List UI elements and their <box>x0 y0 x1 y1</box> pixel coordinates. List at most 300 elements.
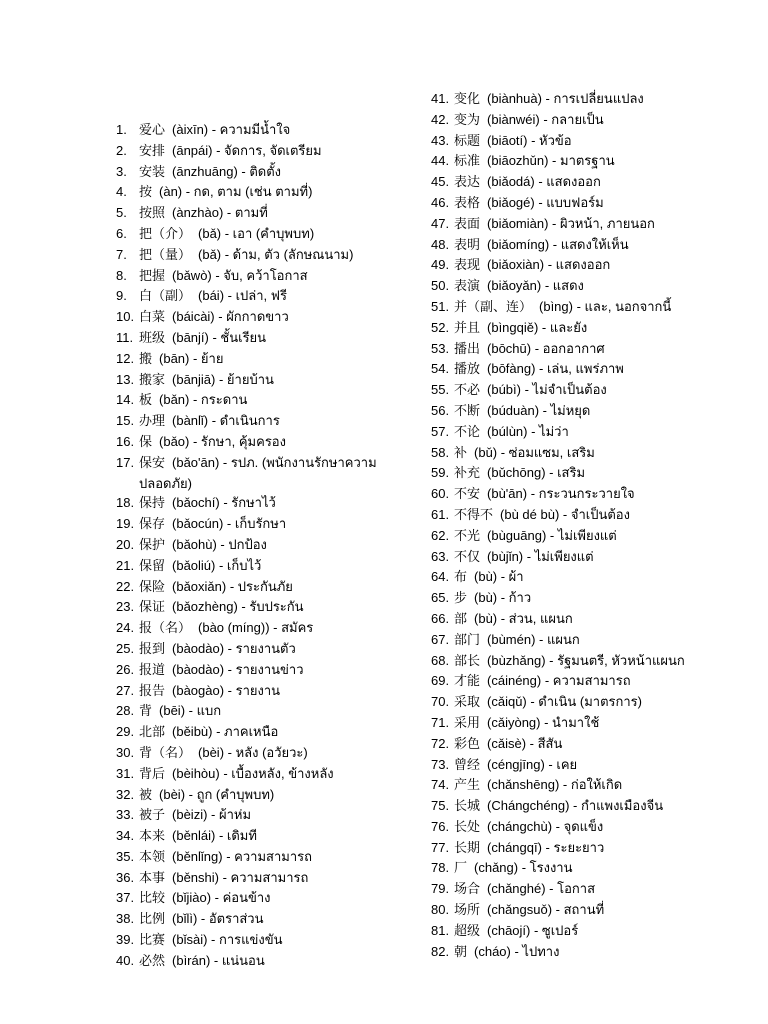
vocab-item <box>431 255 751 276</box>
item-number: 64. <box>431 569 450 585</box>
item-body <box>454 921 578 942</box>
chinese-word: 不必 <box>454 383 481 399</box>
pinyin-and-thai-meaning: (bǔ) - ซ่อมแซม, เสริม <box>474 444 595 460</box>
vocab-item <box>431 318 751 339</box>
pinyin-and-thai-meaning: (bù'ān) - กระวนกระวายใจ <box>487 486 635 502</box>
vocab-item <box>431 172 751 193</box>
pinyin-and-thai-meaning: (bǎ) - ด้าม, ตัว (ลักษณนาม) <box>198 246 354 262</box>
chinese-word: 保持 <box>139 496 166 512</box>
item-body <box>454 214 655 235</box>
pinyin-and-thai-meaning: (bào (míng)) - สมัคร <box>198 620 314 636</box>
chinese-word: 播出 <box>454 341 481 357</box>
chinese-word: 变为 <box>454 112 481 128</box>
item-body <box>139 493 276 514</box>
pinyin-and-thai-meaning: (búbì) - ไม่จำเป็นต้อง <box>487 382 607 398</box>
item-body <box>139 286 287 307</box>
item-body <box>454 692 642 713</box>
pinyin-and-thai-meaning: (bēi) - แบก <box>159 703 222 719</box>
item-body <box>454 734 562 755</box>
item-body <box>454 651 685 672</box>
chinese-word: 不安 <box>454 487 481 503</box>
item-number: 72. <box>431 735 450 751</box>
chinese-word: 班级 <box>139 330 166 346</box>
item-number: 67. <box>431 631 450 647</box>
vocab-item <box>116 141 416 162</box>
item-number: 35. <box>116 848 135 864</box>
pinyin-and-thai-meaning: (biǎoxiàn) - แสดงออก <box>487 257 611 273</box>
chinese-word: 补 <box>454 445 468 461</box>
item-body <box>139 618 313 639</box>
item-body <box>454 879 595 900</box>
pinyin-and-thai-meaning: (cáinéng) - ความสามารถ <box>487 673 631 689</box>
item-body <box>139 639 296 660</box>
item-number: 51. <box>431 298 450 314</box>
item-body <box>454 671 631 692</box>
item-number: 49. <box>431 257 450 273</box>
item-number: 58. <box>431 444 450 460</box>
pinyin-and-thai-meaning: (běnlǐng) - ความสามารถ <box>172 848 312 864</box>
pinyin-and-thai-meaning: (bìngqiě) - และยัง <box>487 319 588 335</box>
vocab-item <box>116 245 416 266</box>
item-body <box>139 245 353 266</box>
item-body <box>139 120 290 141</box>
vocab-item <box>431 942 751 963</box>
chinese-word: 北部 <box>139 725 166 741</box>
vocab-item <box>116 909 416 930</box>
pinyin-and-thai-meaning: (biāozhǔn) - มาตรฐาน <box>487 153 615 169</box>
vocab-item <box>116 182 416 203</box>
pinyin-and-thai-meaning: (ānzhuāng) - ติดตั้ง <box>172 163 282 179</box>
vocab-item <box>116 785 416 806</box>
item-number: 78. <box>431 860 450 876</box>
item-number: 7. <box>116 246 127 262</box>
pinyin-and-thai-meaning: (bùguāng) - ไม่เพียงแต่ <box>487 527 617 543</box>
vocab-item <box>431 359 751 380</box>
item-number: 16. <box>116 433 135 449</box>
item-body <box>454 151 615 172</box>
chinese-word: 报告 <box>139 683 166 699</box>
vocab-item <box>116 203 416 224</box>
vocab-item <box>116 493 416 514</box>
item-number: 3. <box>116 163 127 179</box>
pinyin-and-thai-meaning: (biǎogé) - แบบฟอร์ม <box>487 194 604 210</box>
vocab-item <box>431 484 751 505</box>
pinyin-and-thai-meaning: (biāotí) - หัวข้อ <box>487 132 572 148</box>
item-number: 15. <box>116 413 135 429</box>
chinese-word: 把（量） <box>139 247 192 263</box>
item-number: 21. <box>116 557 135 573</box>
pinyin-and-thai-meaning: (bùjǐn) - ไม่เพียงแต่ <box>487 548 594 564</box>
pinyin-and-thai-meaning: (chángqī) - ระยะยาว <box>487 839 605 855</box>
vocab-item <box>116 453 416 494</box>
vocab-item <box>431 131 751 152</box>
pinyin-and-thai-meaning: (biǎodá) - แสดงออก <box>487 174 601 190</box>
item-number: 37. <box>116 890 135 906</box>
chinese-word: 厂 <box>454 861 468 877</box>
item-body <box>454 630 580 651</box>
chinese-word: 背后 <box>139 766 166 782</box>
item-body <box>139 266 308 287</box>
pinyin-and-thai-meaning: (chǎngsuǒ) - สถานที่ <box>487 902 605 918</box>
vocab-item <box>431 401 751 422</box>
pinyin-and-thai-meaning: (búlùn) - ไม่ว่า <box>487 423 569 439</box>
pinyin-and-thai-meaning: (bù) - ก้าว <box>474 590 532 606</box>
pinyin-and-thai-meaning: (bìng) - และ, นอกจากนี้ <box>539 298 672 314</box>
item-number: 32. <box>116 786 135 802</box>
vocab-item <box>431 193 751 214</box>
vocab-item <box>116 370 416 391</box>
chinese-word: 表演 <box>454 279 481 295</box>
chinese-word: 部门 <box>454 632 481 648</box>
item-body <box>454 484 635 505</box>
item-body <box>139 805 251 826</box>
item-body <box>454 547 594 568</box>
pinyin-and-thai-meaning: (bǎoxiǎn) - ประกันภัย <box>172 578 293 594</box>
item-body <box>139 432 286 453</box>
chinese-word: 长城 <box>454 799 481 815</box>
vocab-item <box>431 671 751 692</box>
vocab-item <box>116 847 416 868</box>
item-number: 76. <box>431 818 450 834</box>
chinese-word: 不论 <box>454 424 481 440</box>
pinyin-and-thai-meaning: (bānjiā) - ย้ายบ้าน <box>172 371 274 387</box>
item-number: 46. <box>431 194 450 210</box>
item-body <box>139 453 416 494</box>
vocab-item <box>431 110 751 131</box>
pinyin-and-thai-meaning: (běibù) - ภาคเหนือ <box>172 724 279 740</box>
pinyin-and-thai-meaning: (àn) - กด, ตาม (เช่น ตามที่) <box>159 184 313 200</box>
pinyin-and-thai-meaning: (àixīn) - ความมีน้ำใจ <box>172 122 291 137</box>
chinese-word: 部长 <box>454 653 481 669</box>
item-number: 10. <box>116 309 135 325</box>
vocab-item <box>116 597 416 618</box>
vocab-item <box>431 838 751 859</box>
chinese-word: 办理 <box>139 414 166 430</box>
item-number: 65. <box>431 590 450 606</box>
pinyin-and-thai-meaning: (bèi) - ถูก (คำบุพบท) <box>159 786 275 802</box>
vocab-item <box>116 162 416 183</box>
vocab-item <box>431 505 751 526</box>
chinese-word: 板 <box>139 393 153 409</box>
chinese-word: 场所 <box>454 903 481 919</box>
vocab-item <box>116 888 416 909</box>
vocab-item <box>431 713 751 734</box>
chinese-word: 把握 <box>139 268 166 284</box>
item-body <box>139 141 322 162</box>
vocab-item <box>431 567 751 588</box>
chinese-word: 本事 <box>139 870 166 886</box>
item-body <box>139 370 274 391</box>
item-number: 39. <box>116 932 135 948</box>
item-body <box>454 713 599 734</box>
chinese-word: 搬家 <box>139 372 166 388</box>
item-body <box>139 162 281 183</box>
item-body <box>139 909 264 930</box>
item-body <box>139 203 268 224</box>
vocab-item <box>431 796 751 817</box>
pinyin-and-thai-meaning: (bái) - เปล่า, ฟรี <box>198 288 287 304</box>
vocab-item <box>431 463 751 484</box>
chinese-word: 本领 <box>139 849 166 865</box>
chinese-word: 安装 <box>139 164 166 180</box>
item-body <box>454 297 671 318</box>
pinyin-and-thai-meaning: (báicài) - ผักกาดขาว <box>172 309 289 325</box>
item-body <box>139 743 308 764</box>
item-body <box>139 951 265 972</box>
pinyin-and-thai-meaning: (cǎiyòng) - นำมาใช้ <box>487 714 600 730</box>
item-body <box>454 193 604 214</box>
pinyin-and-thai-meaning: (bǎo'ān) - รปภ. (พนักงานรักษาความปลอดภัย) <box>139 454 377 491</box>
item-number: 74. <box>431 777 450 793</box>
item-body <box>139 597 304 618</box>
vocab-item <box>116 577 416 598</box>
item-number: 55. <box>431 382 450 398</box>
vocab-item <box>116 307 416 328</box>
item-body <box>454 131 572 152</box>
item-number: 18. <box>116 495 135 511</box>
item-body <box>139 349 223 370</box>
vocab-item <box>431 609 751 630</box>
chinese-word: 保险 <box>139 579 166 595</box>
item-number: 8. <box>116 267 127 283</box>
item-number: 30. <box>116 744 135 760</box>
pinyin-and-thai-meaning: (ānpái) - จัดการ, จัดเตรียม <box>172 142 322 158</box>
pinyin-and-thai-meaning: (chǎnshēng) - ก่อให้เกิด <box>487 777 623 793</box>
chinese-word: 保 <box>139 434 153 450</box>
item-number: 2. <box>116 142 127 158</box>
item-number: 52. <box>431 319 450 335</box>
pinyin-and-thai-meaning: (bōchū) - ออกอากาศ <box>487 340 605 356</box>
item-number: 44. <box>431 153 450 169</box>
chinese-word: 白菜 <box>139 310 166 326</box>
vocab-item <box>116 224 416 245</box>
item-body <box>454 339 605 360</box>
chinese-word: 产生 <box>454 778 481 794</box>
pinyin-and-thai-meaning: (bèihòu) - เบื้องหลัง, ข้างหลัง <box>172 765 334 781</box>
pinyin-and-thai-meaning: (cǎisè) - สีสัน <box>487 735 563 751</box>
chinese-word: 才能 <box>454 674 481 690</box>
vocab-item <box>116 868 416 889</box>
vocab-item <box>431 651 751 672</box>
chinese-word: 背 <box>139 704 153 720</box>
item-body <box>139 535 267 556</box>
pinyin-and-thai-meaning: (bǎn) - กระดาน <box>159 392 248 408</box>
chinese-word: 长期 <box>454 840 481 856</box>
item-number: 70. <box>431 694 450 710</box>
vocab-item <box>431 879 751 900</box>
item-body <box>139 514 286 535</box>
item-body <box>139 660 304 681</box>
pinyin-and-thai-meaning: (biànwéi) - กลายเป็น <box>487 111 604 127</box>
chinese-word: 曾经 <box>454 757 481 773</box>
pinyin-and-thai-meaning: (céngjīng) - เคย <box>487 756 578 772</box>
pinyin-and-thai-meaning: (bàogào) - รายงาน <box>172 682 281 698</box>
item-number: 25. <box>116 640 135 656</box>
vocab-item <box>431 276 751 297</box>
vocab-item <box>116 764 416 785</box>
vocab-item <box>431 443 751 464</box>
pinyin-and-thai-meaning: (bǎo) - รักษา, คุ้มครอง <box>159 433 286 449</box>
item-body <box>454 567 524 588</box>
pinyin-and-thai-meaning: (běnlái) - เดิมที <box>172 828 257 844</box>
item-body <box>454 505 630 526</box>
item-number: 13. <box>116 371 135 387</box>
item-body <box>454 796 663 817</box>
item-number: 54. <box>431 361 450 377</box>
pinyin-and-thai-meaning: (biǎomiàn) - ผิวหน้า, ภายนอก <box>487 215 655 231</box>
item-number: 5. <box>116 205 127 221</box>
item-number: 38. <box>116 911 135 927</box>
vocab-item <box>116 618 416 639</box>
item-number: 61. <box>431 506 450 522</box>
pinyin-and-thai-meaning: (bǎocún) - เก็บรักษา <box>172 516 287 532</box>
pinyin-and-thai-meaning: (bìrán) - แน่นอน <box>172 952 265 968</box>
item-body <box>454 443 595 464</box>
pinyin-and-thai-meaning: (bǎochí) - รักษาไว้ <box>172 495 276 511</box>
item-number: 43. <box>431 132 450 148</box>
item-number: 41. <box>431 91 450 106</box>
pinyin-and-thai-meaning: (bān) - ย้าย <box>159 350 224 366</box>
item-number: 23. <box>116 599 135 615</box>
item-body <box>139 701 221 722</box>
chinese-word: 标准 <box>454 154 481 170</box>
chinese-word: 表明 <box>454 237 481 253</box>
vocab-item <box>116 286 416 307</box>
pinyin-and-thai-meaning: (bǐjiào) - ค่อนข้าง <box>172 890 271 906</box>
chinese-word: 不光 <box>454 528 481 544</box>
item-body <box>454 359 624 380</box>
item-body <box>454 775 622 796</box>
vocab-item <box>116 514 416 535</box>
vocab-item <box>431 734 751 755</box>
item-body <box>139 930 283 951</box>
pinyin-and-thai-meaning: (chángchù) - จุดแข็ง <box>487 818 604 834</box>
vocab-item <box>116 535 416 556</box>
chinese-word: 补充 <box>454 466 481 482</box>
pinyin-and-thai-meaning: (biǎomíng) - แสดงให้เห็น <box>487 236 629 252</box>
chinese-word: 爱心 <box>139 123 166 138</box>
pinyin-and-thai-meaning: (bǎohù) - ปกป้อง <box>172 536 267 552</box>
pinyin-and-thai-meaning: (búduàn) - ไม่หยุด <box>487 402 591 418</box>
chinese-word: 保护 <box>139 537 166 553</box>
item-number: 50. <box>431 278 450 294</box>
chinese-word: 保存 <box>139 517 166 533</box>
chinese-word: 白（副） <box>139 289 192 305</box>
item-body <box>454 172 601 193</box>
item-number: 20. <box>116 536 135 552</box>
item-number: 6. <box>116 225 127 241</box>
item-body <box>139 888 271 909</box>
vocab-item <box>116 951 416 972</box>
item-number: 48. <box>431 236 450 252</box>
item-body <box>139 681 280 702</box>
item-number: 57. <box>431 423 450 439</box>
chinese-word: 安排 <box>139 143 166 159</box>
item-number: 62. <box>431 527 450 543</box>
item-number: 82. <box>431 943 450 959</box>
item-body <box>139 722 278 743</box>
pinyin-and-thai-meaning: (chǎng) - โรงงาน <box>474 860 573 876</box>
vocab-item <box>431 921 751 942</box>
item-number: 68. <box>431 652 450 668</box>
vocab-item <box>116 805 416 826</box>
item-number: 27. <box>116 682 135 698</box>
pinyin-and-thai-meaning: (bànlǐ) - ดำเนินการ <box>172 413 280 429</box>
item-number: 11. <box>116 329 134 345</box>
vocab-item <box>431 89 751 110</box>
pinyin-and-thai-meaning: (ànzhào) - ตามที่ <box>172 205 268 221</box>
vocab-item <box>116 266 416 287</box>
vocab-item <box>431 214 751 235</box>
vocab-item <box>431 380 751 401</box>
chinese-word: 播放 <box>454 362 481 378</box>
item-body <box>454 276 584 297</box>
chinese-word: 报到 <box>139 641 166 657</box>
chinese-word: 搬 <box>139 351 153 367</box>
chinese-word: 报（名） <box>139 621 192 637</box>
item-body <box>454 110 604 131</box>
chinese-word: 按照 <box>139 206 166 222</box>
chinese-word: 比例 <box>139 912 166 928</box>
vocab-item <box>431 526 751 547</box>
vocab-item <box>431 297 751 318</box>
pinyin-and-thai-meaning: (bàodào) - รายงานตัว <box>172 640 296 656</box>
item-number: 81. <box>431 922 450 938</box>
chinese-word: 标题 <box>454 133 481 149</box>
chinese-word: 场合 <box>454 882 481 898</box>
pinyin-and-thai-meaning: (bǎwò) - จับ, คว้าโอกาส <box>172 267 308 283</box>
vocab-item <box>431 775 751 796</box>
chinese-word: 部 <box>454 611 468 627</box>
chinese-word: 步 <box>454 591 468 607</box>
chinese-word: 并且 <box>454 320 481 336</box>
pinyin-and-thai-meaning: (bǐlì) - อัตราส่วน <box>172 911 264 927</box>
item-body <box>454 318 587 339</box>
item-body <box>139 826 257 847</box>
chinese-word: 保留 <box>139 558 166 574</box>
pinyin-and-thai-meaning: (bùmén) - แผนก <box>487 631 580 647</box>
item-body <box>454 858 573 879</box>
pinyin-and-thai-meaning: (bǎ) - เอา (คำบุพบท) <box>198 225 315 241</box>
pinyin-and-thai-meaning: (bù) - ผ้า <box>474 569 524 585</box>
pinyin-and-thai-meaning: (Chángchéng) - กำแพงเมืองจีน <box>487 798 664 814</box>
chinese-word: 朝 <box>454 944 468 960</box>
item-number: 73. <box>431 756 450 772</box>
item-number: 79. <box>431 881 450 897</box>
vocab-item <box>116 349 416 370</box>
item-number: 71. <box>431 714 450 730</box>
pinyin-and-thai-meaning: (bàodào) - รายงานข่าว <box>172 661 304 677</box>
item-body <box>454 817 603 838</box>
vocab-item <box>431 858 751 879</box>
chinese-word: 不仅 <box>454 549 481 565</box>
item-body <box>454 609 573 630</box>
item-number: 80. <box>431 902 450 918</box>
item-body <box>139 556 261 577</box>
item-number: 56. <box>431 402 450 418</box>
chinese-word: 超级 <box>454 923 481 939</box>
item-number: 31. <box>116 765 135 781</box>
chinese-word: 报道 <box>139 662 166 678</box>
item-body <box>454 380 607 401</box>
pinyin-and-thai-meaning: (bù dé bù) - จำเป็นต้อง <box>500 506 630 522</box>
chinese-word: 必然 <box>139 953 166 969</box>
vocab-list-left <box>116 120 416 972</box>
pinyin-and-thai-meaning: (bùzhǎng) - รัฐมนตรี, หัวหน้าแผนก <box>487 652 685 668</box>
chinese-word: 并（副、连） <box>454 299 533 315</box>
chinese-word: 本来 <box>139 829 166 845</box>
pinyin-and-thai-meaning: (bù) - ส่วน, แผนก <box>474 610 573 626</box>
